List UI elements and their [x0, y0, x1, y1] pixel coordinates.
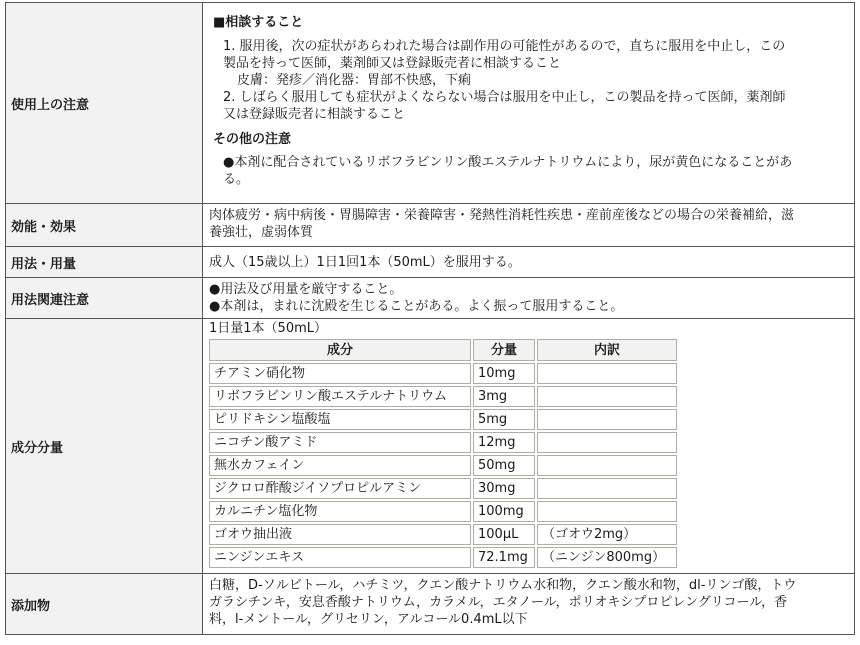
- ingredient-detail: [537, 432, 677, 453]
- ingredient-detail: [537, 386, 677, 407]
- ingredient-name: ジクロロ酢酸ジイソプロピルアミン: [209, 478, 471, 499]
- ingredient-detail: [537, 363, 677, 384]
- label-dosage-notes: 用法関連注意: [6, 278, 203, 319]
- caution-item1-line2: 製品を持って医師，薬剤師又は登録販売者に相談すること: [223, 56, 562, 71]
- ingredient-amount: 10mg: [473, 363, 535, 384]
- additives-line1: 白糖，D-ソルビトール，ハチミツ，クエン酸ナトリウム水和物，クエン酸水和物，dl-リンゴ酸，トウ: [209, 578, 797, 593]
- row-ingredients: [6, 319, 855, 574]
- caution-item2-line1: 2. しばらく服用しても症状がよくならない場合は服用を中止し，この製品を持って医師，薬剤師: [223, 90, 786, 105]
- ingredient-table: [207, 337, 679, 570]
- ingredient-amount: 5mg: [473, 409, 535, 430]
- ingredient-amount: 100μL: [473, 524, 535, 545]
- row-dosage-notes: [6, 278, 855, 319]
- dosage-note-line1: ●用法及び用量を厳守すること。: [209, 282, 403, 297]
- additives-line2: ガラシチンキ，安息香酸ナトリウム，カラメル，エタノール，ポリオキシプロピレングリコール，香: [209, 595, 788, 610]
- ingredient-detail: [537, 478, 677, 499]
- product-info-table: [5, 2, 855, 635]
- label-usage-cautions: 使用上の注意: [6, 3, 203, 204]
- ingredient-name: チアミン硝化物: [209, 363, 471, 384]
- row-usage-cautions: [6, 3, 855, 204]
- ingredient-amount: 72.1mg: [473, 547, 535, 568]
- usage-cautions-content: [203, 3, 855, 204]
- label-dosage: 用法・用量: [6, 247, 203, 278]
- ingredient-amount: 30mg: [473, 478, 535, 499]
- ingredient-detail: （ゴオウ2mg）: [537, 524, 677, 545]
- ingredient-row: [209, 409, 677, 430]
- dosage-text: 成人（15歳以上）1日1回1本（50mL）を服用する。: [203, 247, 855, 278]
- ingredient-name: ニコチン酸アミド: [209, 432, 471, 453]
- ingredient-detail: （ニンジン800mg）: [537, 547, 677, 568]
- additives-line3: 料，l-メントール，グリセリン，アルコール0.4mL以下: [209, 612, 528, 627]
- header-ingredient-name: 成分: [209, 339, 471, 361]
- ingredient-row: [209, 455, 677, 476]
- ingredient-name: 無水カフェイン: [209, 455, 471, 476]
- other-caution-line2: る。: [223, 172, 250, 187]
- label-additives: 添加物: [6, 574, 203, 635]
- dosage-note-line2: ●本剤は，まれに沈殿を生じることがある。よく振って服用すること。: [209, 299, 624, 314]
- ingredient-row: [209, 547, 677, 568]
- ingredient-detail: [537, 409, 677, 430]
- dosage-notes-content: [203, 278, 855, 319]
- ingredient-amount: 12mg: [473, 432, 535, 453]
- label-ingredients: 成分分量: [6, 319, 203, 574]
- efficacy-line2: 養強壮，虚弱体質: [209, 225, 314, 240]
- consult-heading: ■相談すること: [213, 15, 304, 30]
- header-amount: 分量: [473, 339, 535, 361]
- additives-content: [203, 574, 855, 635]
- ingredient-row: [209, 524, 677, 545]
- ingredient-row: [209, 432, 677, 453]
- ingredient-amount: 50mg: [473, 455, 535, 476]
- row-dosage: [6, 247, 855, 278]
- ingredient-name: ピリドキシン塩酸塩: [209, 409, 471, 430]
- header-detail: 内訳: [537, 339, 677, 361]
- ingredient-row: [209, 386, 677, 407]
- ingredient-name: ゴオウ抽出液: [209, 524, 471, 545]
- label-efficacy: 効能・効果: [6, 204, 203, 247]
- ingredients-content: [203, 319, 855, 574]
- row-additives: [6, 574, 855, 635]
- row-efficacy: [6, 204, 855, 247]
- ingredient-detail: [537, 455, 677, 476]
- caution-item1-line3: 皮膚：発疹／消化器：胃部不快感，下痢: [237, 73, 472, 88]
- ingredient-amount: 100mg: [473, 501, 535, 522]
- caution-item1-line1: 1. 服用後，次の症状があらわれた場合は副作用の可能性があるので，直ちに服用を中止し，この: [223, 39, 786, 54]
- ingredient-detail: [537, 501, 677, 522]
- daily-dose: 1日量1本（50mL）: [209, 321, 327, 336]
- caution-item2-line2: 又は登録販売者に相談すること: [223, 107, 406, 122]
- other-heading: その他の注意: [213, 132, 292, 147]
- ingredient-header-row: [209, 339, 677, 361]
- ingredient-name: リボフラビンリン酸エステルナトリウム: [209, 386, 471, 407]
- ingredient-row: [209, 363, 677, 384]
- ingredient-row: [209, 501, 677, 522]
- other-caution-line1: ●本剤に配合されているリボフラビンリン酸エステルナトリウムにより，尿が黄色になることがあ: [223, 155, 793, 170]
- efficacy-content: [203, 204, 855, 247]
- efficacy-line1: 肉体疲労・病中病後・胃腸障害・栄養障害・発熱性消耗性疾患・産前産後などの場合の栄養補給，滋: [209, 208, 795, 223]
- ingredient-row: [209, 478, 677, 499]
- ingredient-name: ニンジンエキス: [209, 547, 471, 568]
- ingredient-name: カルニチン塩化物: [209, 501, 471, 522]
- ingredient-amount: 3mg: [473, 386, 535, 407]
- product-info-sheet: [5, 2, 855, 640]
